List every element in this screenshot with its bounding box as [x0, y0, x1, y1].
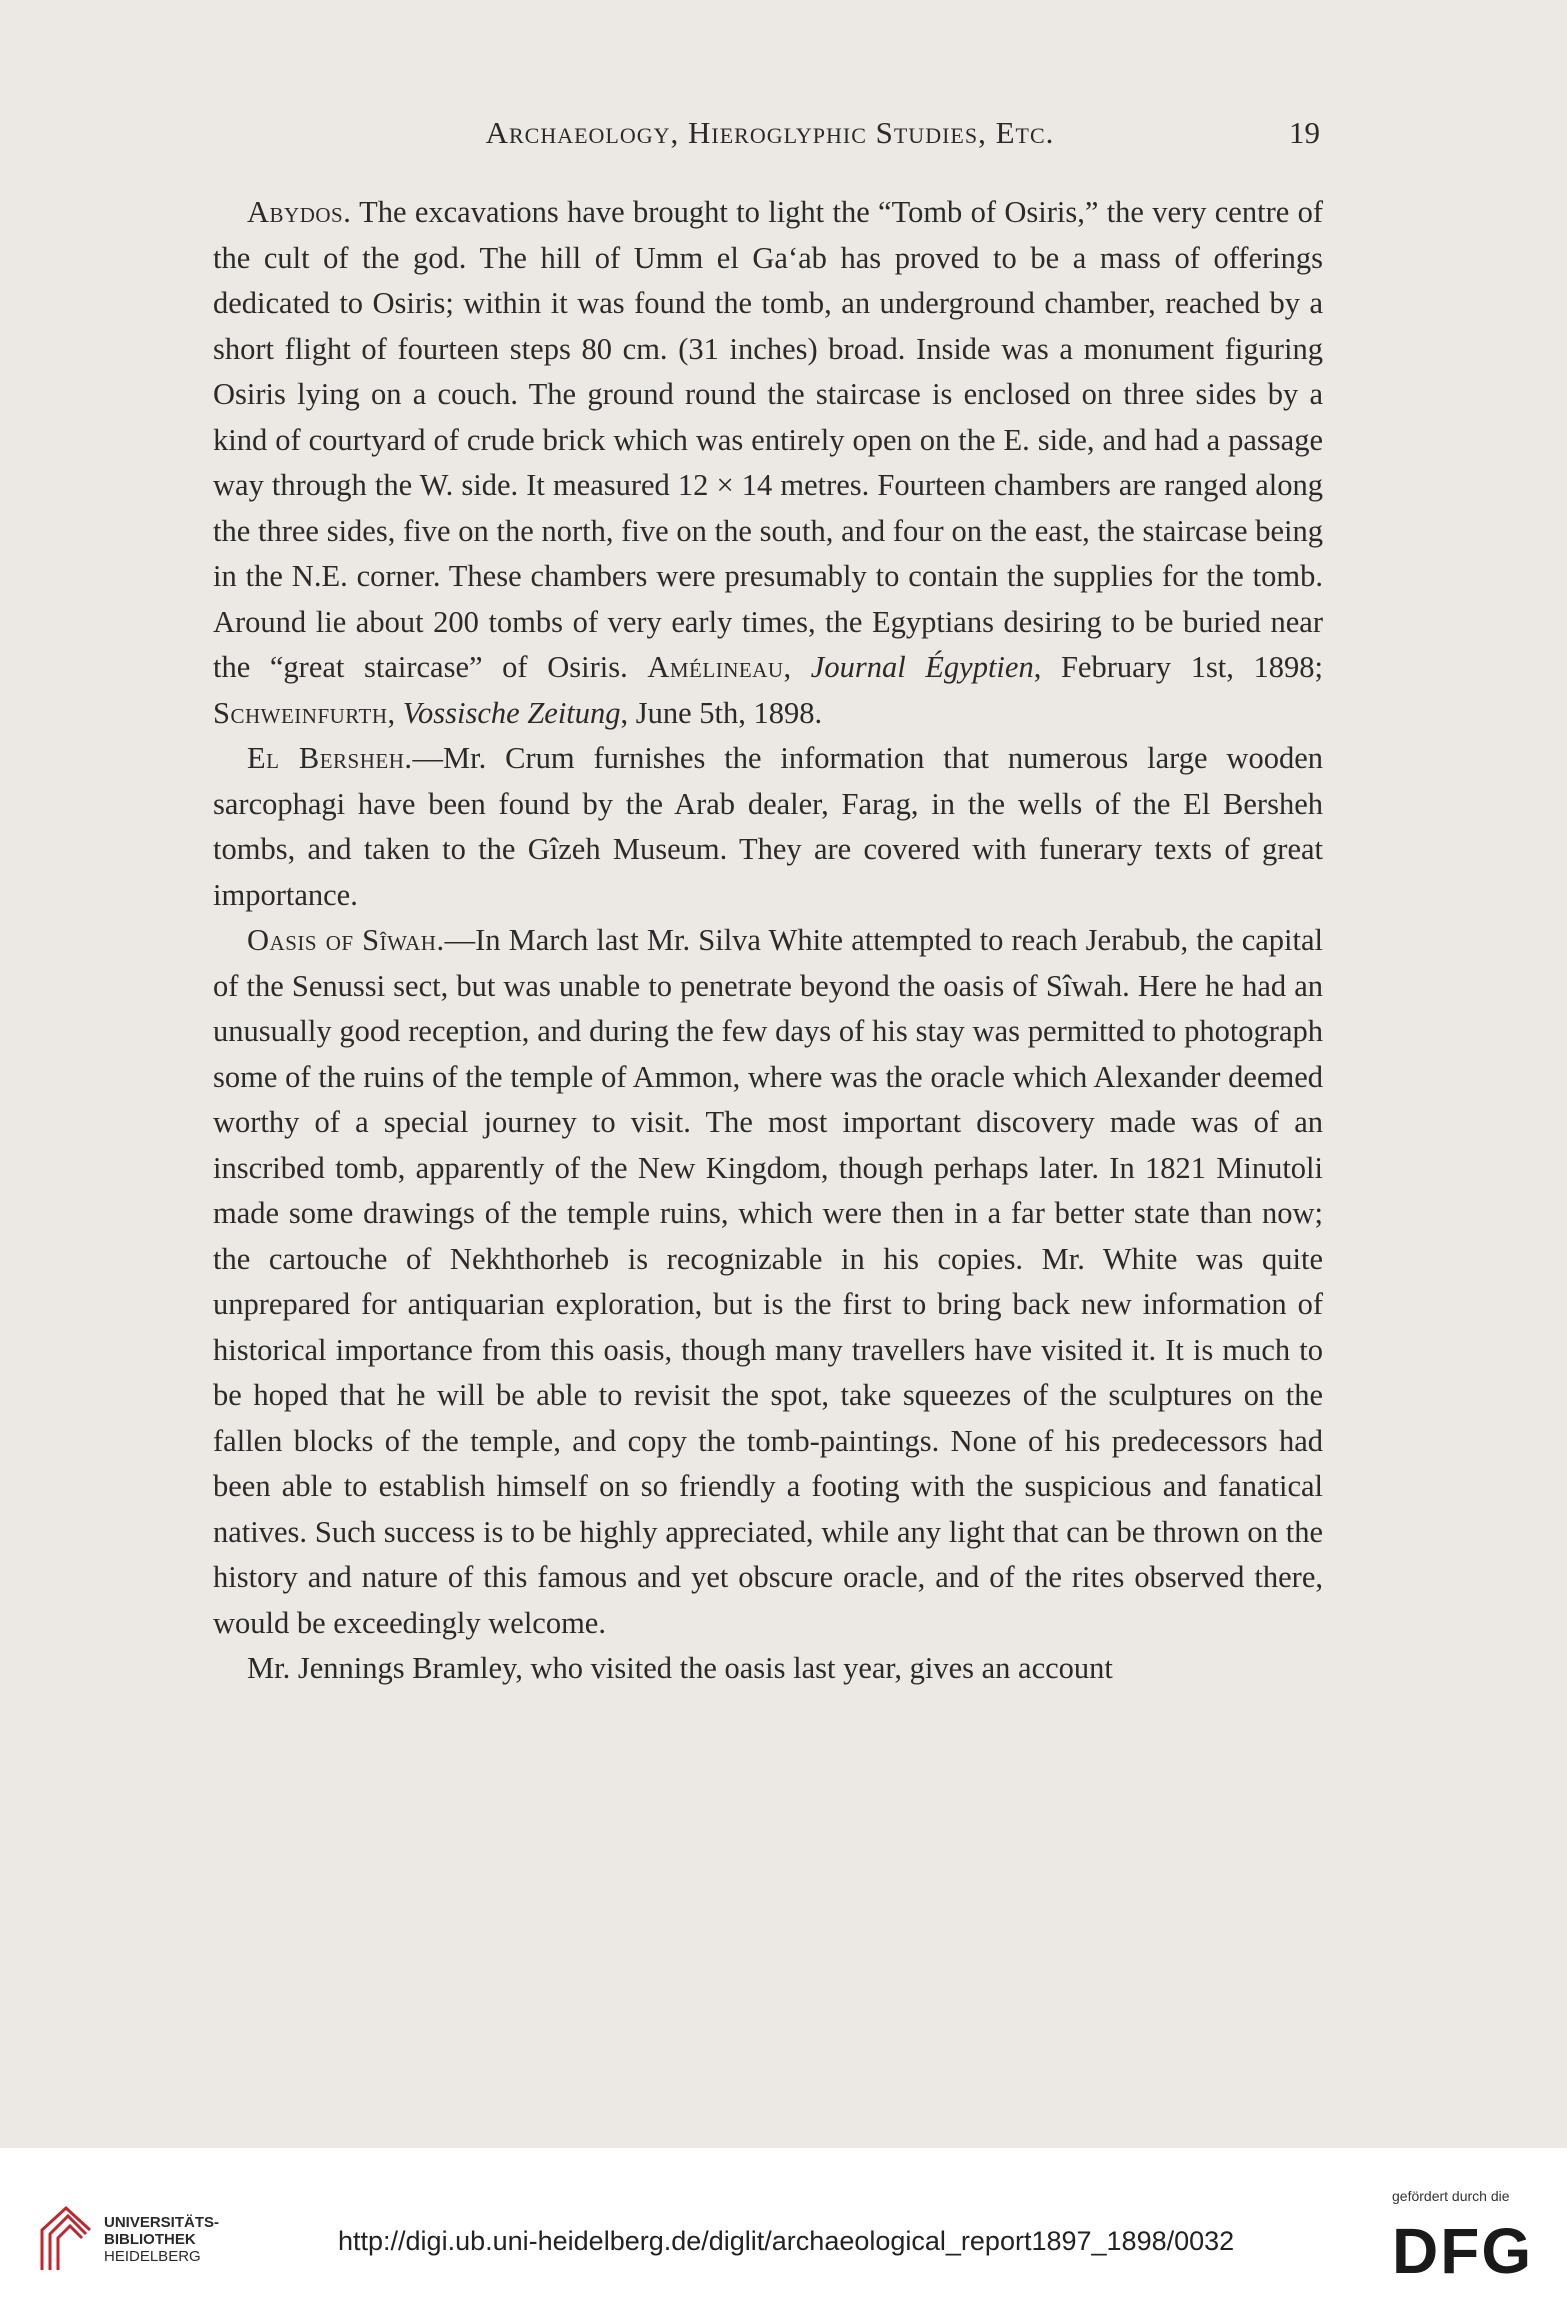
running-title: Archaeology, Hieroglyphic Studies, Etc. [485, 115, 1055, 150]
abydos-text-1: The excavations have brought to light the “Tomb of Osiris,” the very centre of the cult of the god. The hill of Umm el Ga‘ab has proved to be a mass of offerings dedicated to Osiris; within it was found the tomb, an underground chamber, reached by a short flight of fourteen steps 80 cm. (31 inches) broad. Inside was a monument figuring Osiris lying on a couch. The ground round the staircase is enclosed on three sides by a kind of courtyard of crude brick which was entirely open on the E. side, and had a passage way through the W. side. It measured 12 × 14 metres. Fourteen chambers are ranged along the three sides, five on the north, five on the south, and four on the east, the staircase being in the N.E. corner. These chambers were presumably to contain the supplies for the tomb. Around lie about 200 tombs of very early times, the Egyptians desiring to be buried near the “great staircase” of Osiris. [213, 195, 1323, 684]
library-name-line: BIBLIOTHEK [104, 2231, 196, 2248]
page-number: 19 [1289, 115, 1320, 150]
paragraph-el-bersheh [213, 736, 1323, 918]
heading-abydos: Abydos. [247, 195, 352, 229]
running-header [220, 115, 1320, 161]
library-name-line: HEIDELBERG [104, 2248, 201, 2265]
paragraph-abydos [213, 190, 1323, 736]
heading-siwah: Oasis of Sîwah. [247, 923, 445, 957]
permalink-url[interactable]: http://digi.ub.uni-heidelberg.de/diglit/archaeological_report1897_1898/0032 [338, 2226, 1235, 2256]
paragraph-bramley: Mr. Jennings Bramley, who visited the oasis last year, gives an account [247, 1651, 1113, 1685]
author-amelineau: Amélineau [647, 650, 784, 684]
abydos-text-2: , February 1st, 1898; [1033, 650, 1324, 684]
journal-egyptien: Journal Égyptien [810, 650, 1034, 684]
siwah-text: —In March last Mr. Silva White attempted to reach Jerabub, the capital of the Senussi sect, but was unable to penetrate beyond the oasis of Sîwah. Here he had an unusually good reception, and during the few days of his stay was permitted to photograph some of the ruins of the temple of Ammon, where was the oracle which Alexander deemed worthy of a special journey to visit. The most important discovery made was of an inscribed tomb, apparently of the New Kingdom, though perhaps later. In 1821 Minutoli made some drawings of the temple ruins, which were then in a far better state than now; the cartouche of Nekhthorheb is recognizable in his copies. Mr. White was quite unprepared for antiquarian exploration, but is the first to bring back new information of historical importance from this oasis, though many travellers have visited it. It is much to be hoped that he will be able to revisit the spot, take squeezes of the sculptures on the fallen blocks of the temple, and copy the tomb-paintings. None of his predecessors had been able to establish himself on so friendly a footing with the suspicious and fanatical natives. Such success is to be highly appreciated, while any light that can be thrown on the history and nature of this famous and yet obscure oracle, and of the rites observed there, would be exceedingly welcome. [213, 923, 1323, 1640]
paragraph-siwah [213, 918, 1323, 1646]
journal-vossische: Vossische Zeitung [402, 695, 621, 730]
abydos-text-3: , June 5th, 1898. [620, 695, 823, 730]
separator: , [387, 695, 403, 730]
dfg-logo: DFG [1392, 2215, 1534, 2287]
library-name [104, 2214, 219, 2265]
digitization-footer [0, 2148, 1567, 2312]
heading-el-bersheh: El Bersheh. [247, 741, 413, 775]
author-schweinfurth: Schweinfurth [213, 695, 388, 730]
separator: , [783, 650, 811, 684]
university-library-logo-icon [36, 2204, 96, 2274]
body-text [213, 190, 1323, 1692]
funder-caption: gefördert durch die [1392, 2188, 1510, 2204]
el-bersheh-text: —Mr. Crum furnishes the information that numerous large wooden sarcophagi have been found by the Arab dealer, Farag, in the wells of the El Bersheh tombs, and taken to the Gîzeh Museum. They are covered with funerary texts of great importance. [213, 741, 1323, 912]
library-name-line: UNIVERSITÄTS- [104, 2214, 220, 2231]
